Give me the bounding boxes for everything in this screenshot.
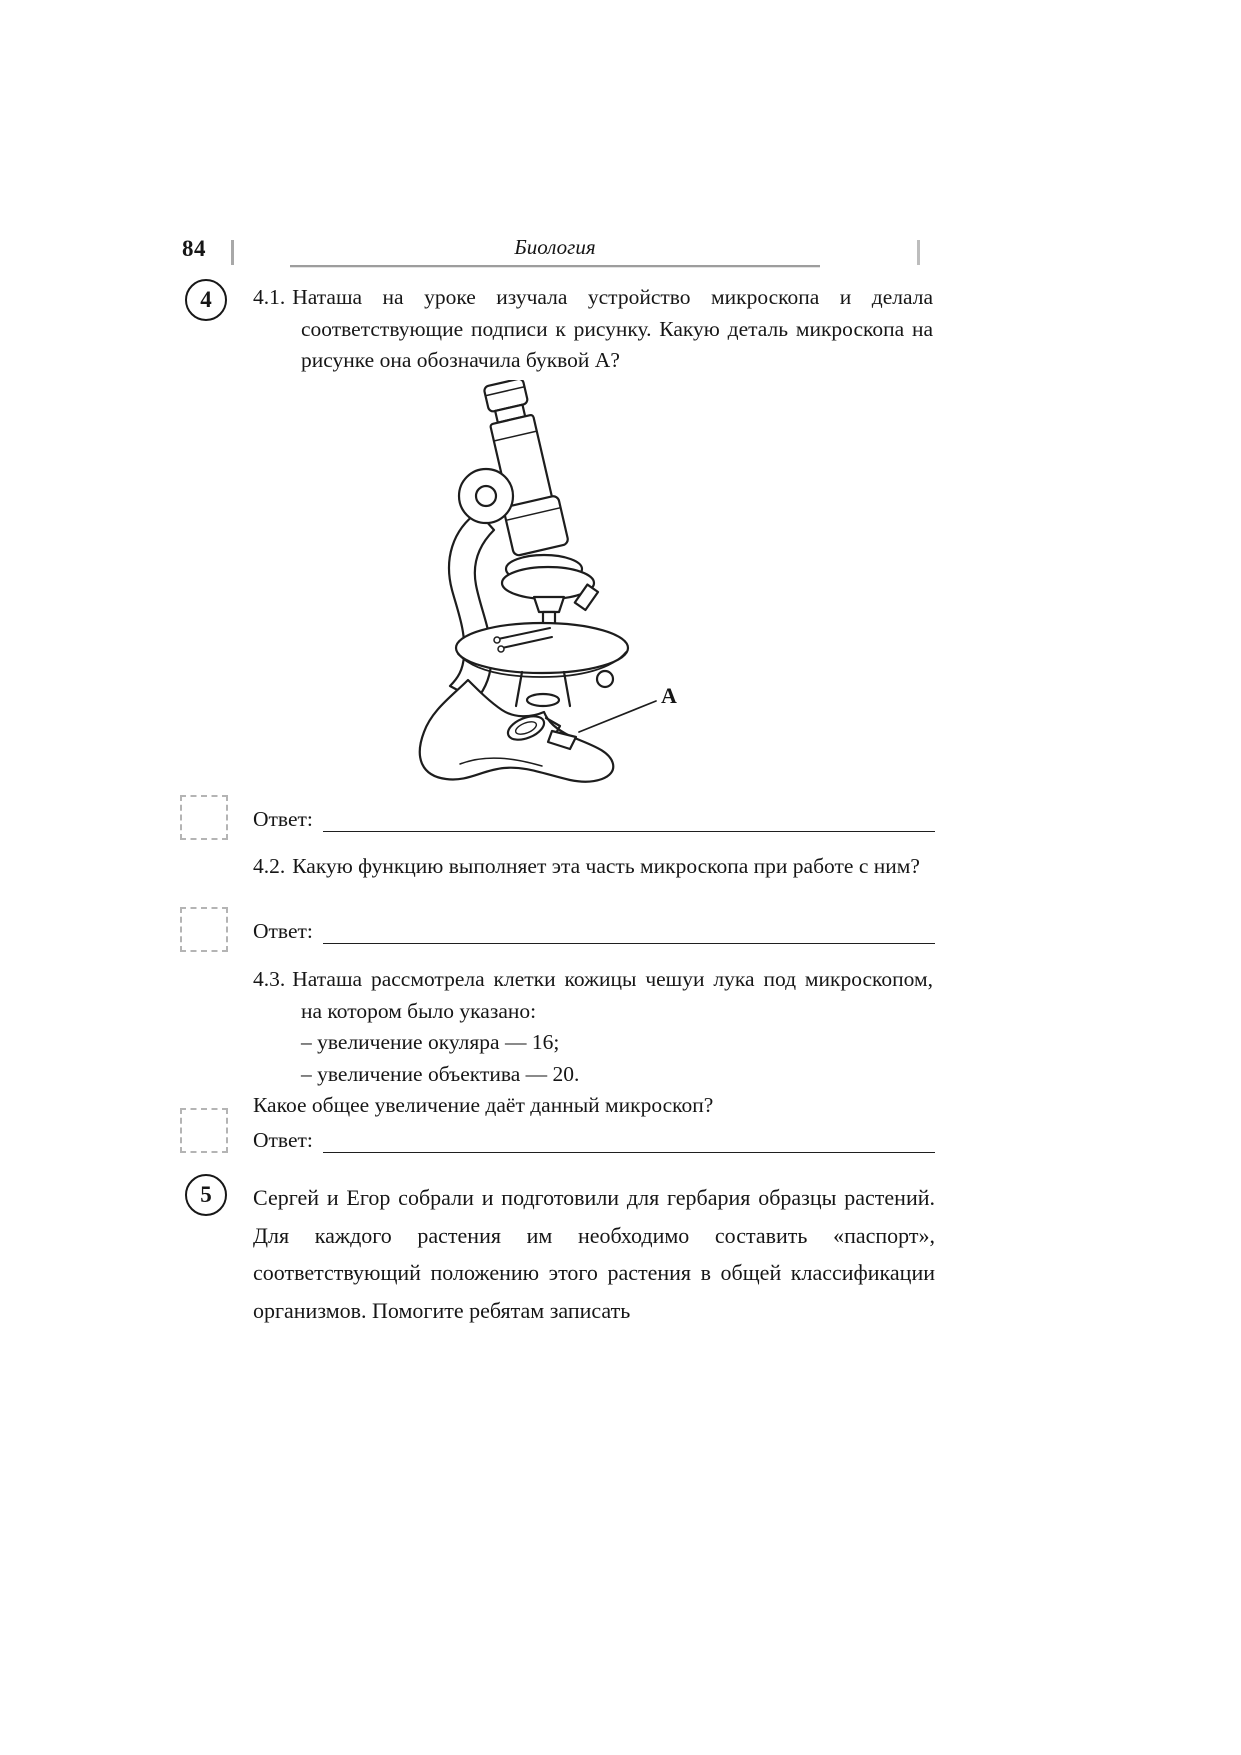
- task-5-text: Сергей и Егор собрали и подготовили для гербария образцы растений. Для каждого растения им необходимо составить «паспорт», соответствующий положению этого растения в общей классификации организмов. Помогите ребятам записать: [253, 1185, 935, 1323]
- question-4-3-item-1: – увеличение окуляра — 16;: [301, 1030, 560, 1054]
- task-5-badge: 5: [185, 1174, 227, 1216]
- question-4-2-label: 4.2.: [253, 854, 286, 878]
- answer-blank-line: [323, 1126, 935, 1153]
- question-4-3-final: Какое общее увеличение даёт данный микроскоп?: [253, 1093, 714, 1117]
- microscope-illustration: [402, 380, 702, 795]
- answer-score-box-1: [180, 795, 228, 840]
- answer-blank-line: [323, 917, 935, 944]
- question-4-1-label: 4.1.: [253, 285, 286, 309]
- answer-label: Ответ:: [253, 1128, 313, 1152]
- answer-score-box-2: [180, 907, 228, 952]
- question-4-2-text: Какую функцию выполняет эта часть микроскопа при работе с ним?: [292, 854, 920, 878]
- microscope-figure: [402, 380, 737, 798]
- question-4-3-text: Наташа рассмотрела клетки кожицы чешуи лука под микроскопом, на котором было указано:: [292, 967, 933, 1023]
- figure-label-a: А: [661, 683, 677, 708]
- header-tick-left: [231, 240, 234, 265]
- answer-label: Ответ:: [253, 919, 313, 943]
- page-number: 84: [182, 236, 206, 261]
- question-4-1-text: Наташа на уроке изучала устройство микроскопа и делала соответствующие подписи к рисунку. Какую деталь микроскопа на рисунке она обозначила буквой А?: [292, 285, 933, 372]
- question-4-2: [253, 851, 933, 883]
- answer-row-1: [253, 805, 935, 833]
- question-4-1: [253, 282, 933, 377]
- task-4-badge: 4: [185, 279, 227, 321]
- answer-row-2: [253, 917, 935, 945]
- answer-row-3: [253, 1126, 935, 1154]
- answer-label: Ответ:: [253, 807, 313, 831]
- answer-score-box-3: [180, 1108, 228, 1153]
- page-header-title: Биология: [514, 235, 596, 259]
- question-4-3: [253, 964, 933, 1122]
- question-4-3-label: 4.3.: [253, 967, 286, 991]
- header-tick-right: [917, 240, 920, 265]
- question-4-3-intro: [253, 964, 933, 1027]
- question-4-3-item-2: – увеличение объектива — 20.: [301, 1061, 580, 1086]
- header-rule: [290, 265, 820, 267]
- answer-blank-line: [323, 805, 935, 832]
